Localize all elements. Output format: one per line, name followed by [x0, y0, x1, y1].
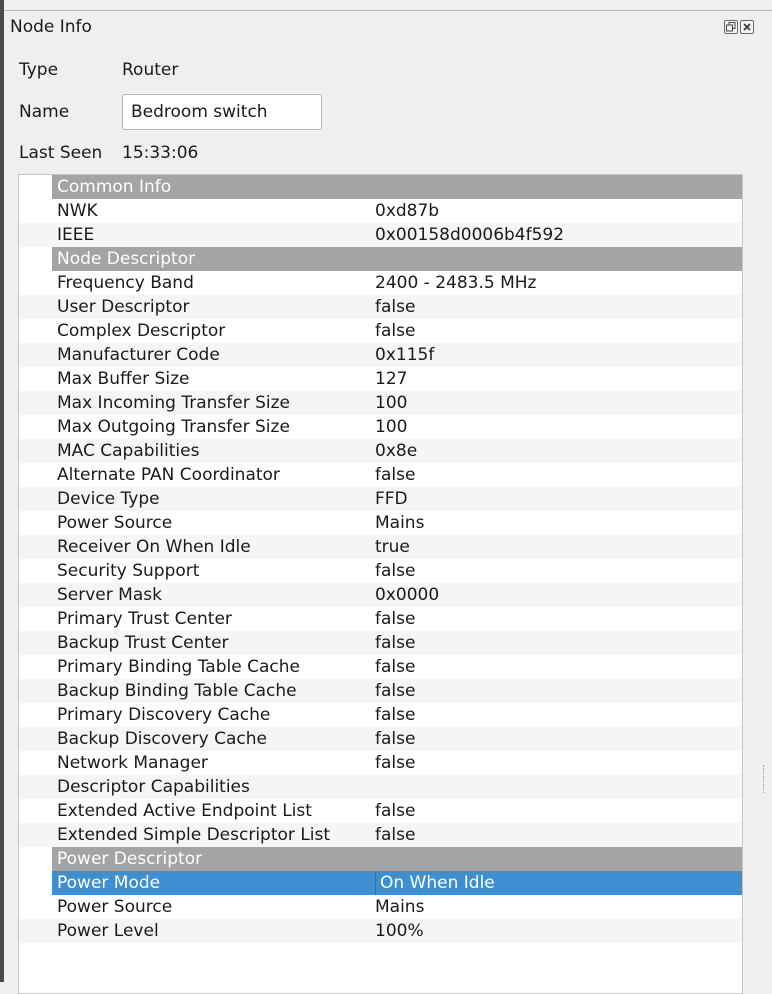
tree-row[interactable] — [19, 703, 742, 727]
row-value: Mains — [375, 513, 425, 533]
tree-row[interactable] — [19, 607, 742, 631]
tree-row[interactable] — [19, 487, 742, 511]
tree-row[interactable] — [19, 223, 742, 247]
section-common-info[interactable] — [52, 175, 742, 199]
row-key: Backup Discovery Cache — [57, 729, 267, 749]
window-top-border — [0, 0, 772, 11]
row-value: false — [375, 321, 416, 341]
tree-row-selected[interactable] — [52, 871, 742, 895]
tree-row[interactable] — [19, 415, 742, 439]
row-value: 0x115f — [375, 345, 435, 365]
row-key: Max Buffer Size — [57, 369, 190, 389]
row-value: false — [375, 681, 416, 701]
tree-row[interactable] — [19, 727, 742, 751]
row-value: false — [375, 705, 416, 725]
name-label: Name — [19, 102, 70, 122]
row-key: Manufacturer Code — [57, 345, 220, 365]
section-title: Power Descriptor — [57, 849, 203, 869]
splitter-grip[interactable] — [763, 765, 766, 793]
row-value: 0xd87b — [375, 201, 440, 221]
node-info-tree[interactable] — [18, 174, 743, 994]
float-restore-icon[interactable] — [724, 20, 738, 34]
row-value: 100 — [375, 393, 408, 413]
tree-row[interactable] — [19, 439, 742, 463]
row-key: Power Source — [57, 897, 173, 917]
section-node-descriptor[interactable] — [52, 247, 742, 271]
name-input[interactable] — [122, 94, 322, 130]
type-value: Router — [122, 60, 179, 80]
tree-row[interactable] — [19, 391, 742, 415]
row-key: Alternate PAN Coordinator — [57, 465, 280, 485]
row-value: false — [375, 465, 416, 485]
row-key: NWK — [57, 201, 98, 221]
row-key: Security Support — [57, 561, 200, 581]
row-value: false — [375, 561, 416, 581]
last-seen-label: Last Seen — [19, 143, 103, 163]
row-key: Max Outgoing Transfer Size — [57, 417, 290, 437]
row-value: 100 — [375, 417, 408, 437]
row-value: false — [375, 633, 416, 653]
row-key: Primary Trust Center — [57, 609, 232, 629]
section-title: Node Descriptor — [57, 249, 196, 269]
row-key: Power Level — [57, 921, 159, 941]
row-key: Max Incoming Transfer Size — [57, 393, 290, 413]
tree-row[interactable] — [19, 583, 742, 607]
row-key: Network Manager — [57, 753, 208, 773]
row-key: Server Mask — [57, 585, 162, 605]
row-value: false — [375, 729, 416, 749]
tree-row[interactable] — [19, 559, 742, 583]
dock-buttons — [724, 20, 754, 34]
row-key: Frequency Band — [57, 273, 194, 293]
tree-row[interactable] — [19, 367, 742, 391]
row-key: Backup Binding Table Cache — [57, 681, 297, 701]
tree-row[interactable] — [19, 463, 742, 487]
row-value: false — [375, 609, 416, 629]
tree-row[interactable] — [19, 271, 742, 295]
row-value: FFD — [375, 489, 408, 509]
tree-row[interactable] — [19, 919, 742, 943]
close-icon[interactable] — [740, 20, 754, 34]
row-key: Complex Descriptor — [57, 321, 226, 341]
row-value: 0x0000 — [375, 585, 440, 605]
row-key: Descriptor Capabilities — [57, 777, 250, 797]
tree-row[interactable] — [19, 655, 742, 679]
row-key: Backup Trust Center — [57, 633, 229, 653]
section-power-descriptor[interactable] — [52, 847, 742, 871]
row-value: true — [375, 537, 410, 557]
row-key: Receiver On When Idle — [57, 537, 251, 557]
row-key: MAC Capabilities — [57, 441, 200, 461]
row-key: Power Source — [57, 513, 173, 533]
tree-row[interactable] — [19, 535, 742, 559]
row-value: false — [375, 825, 416, 845]
last-seen-value: 15:33:06 — [122, 143, 199, 163]
row-key: Device Type — [57, 489, 160, 509]
row-key: IEEE — [57, 225, 95, 245]
tree-row[interactable] — [19, 799, 742, 823]
row-key: Power Mode — [57, 873, 161, 893]
row-value: On When Idle — [375, 871, 495, 895]
tree-row[interactable] — [19, 775, 742, 799]
row-key: Extended Active Endpoint List — [57, 801, 312, 821]
row-value: 2400 - 2483.5 MHz — [375, 273, 537, 293]
row-key: Primary Binding Table Cache — [57, 657, 300, 677]
tree-row[interactable] — [19, 679, 742, 703]
row-value: 0x00158d0006b4f592 — [375, 225, 565, 245]
row-key: Extended Simple Descriptor List — [57, 825, 331, 845]
tree-row[interactable] — [19, 751, 742, 775]
row-value: 100% — [375, 921, 424, 941]
row-key: Primary Discovery Cache — [57, 705, 271, 725]
tree-row[interactable] — [19, 295, 742, 319]
tree-row[interactable] — [19, 511, 742, 535]
row-value: false — [375, 801, 416, 821]
tree-row[interactable] — [19, 895, 742, 919]
row-value: Mains — [375, 897, 425, 917]
tree-row[interactable] — [19, 343, 742, 367]
tree-row[interactable] — [19, 199, 742, 223]
window-left-border — [0, 0, 4, 982]
type-label: Type — [19, 60, 59, 80]
row-key: User Descriptor — [57, 297, 190, 317]
section-title: Common Info — [57, 177, 172, 197]
row-value: 0x8e — [375, 441, 418, 461]
tree-row[interactable] — [19, 823, 742, 847]
row-value: 127 — [375, 369, 408, 389]
tree-row[interactable] — [19, 319, 742, 343]
tree-row[interactable] — [19, 631, 742, 655]
row-value: false — [375, 657, 416, 677]
dock-title: Node Info — [10, 17, 92, 37]
row-value: false — [375, 753, 416, 773]
row-value: false — [375, 297, 416, 317]
